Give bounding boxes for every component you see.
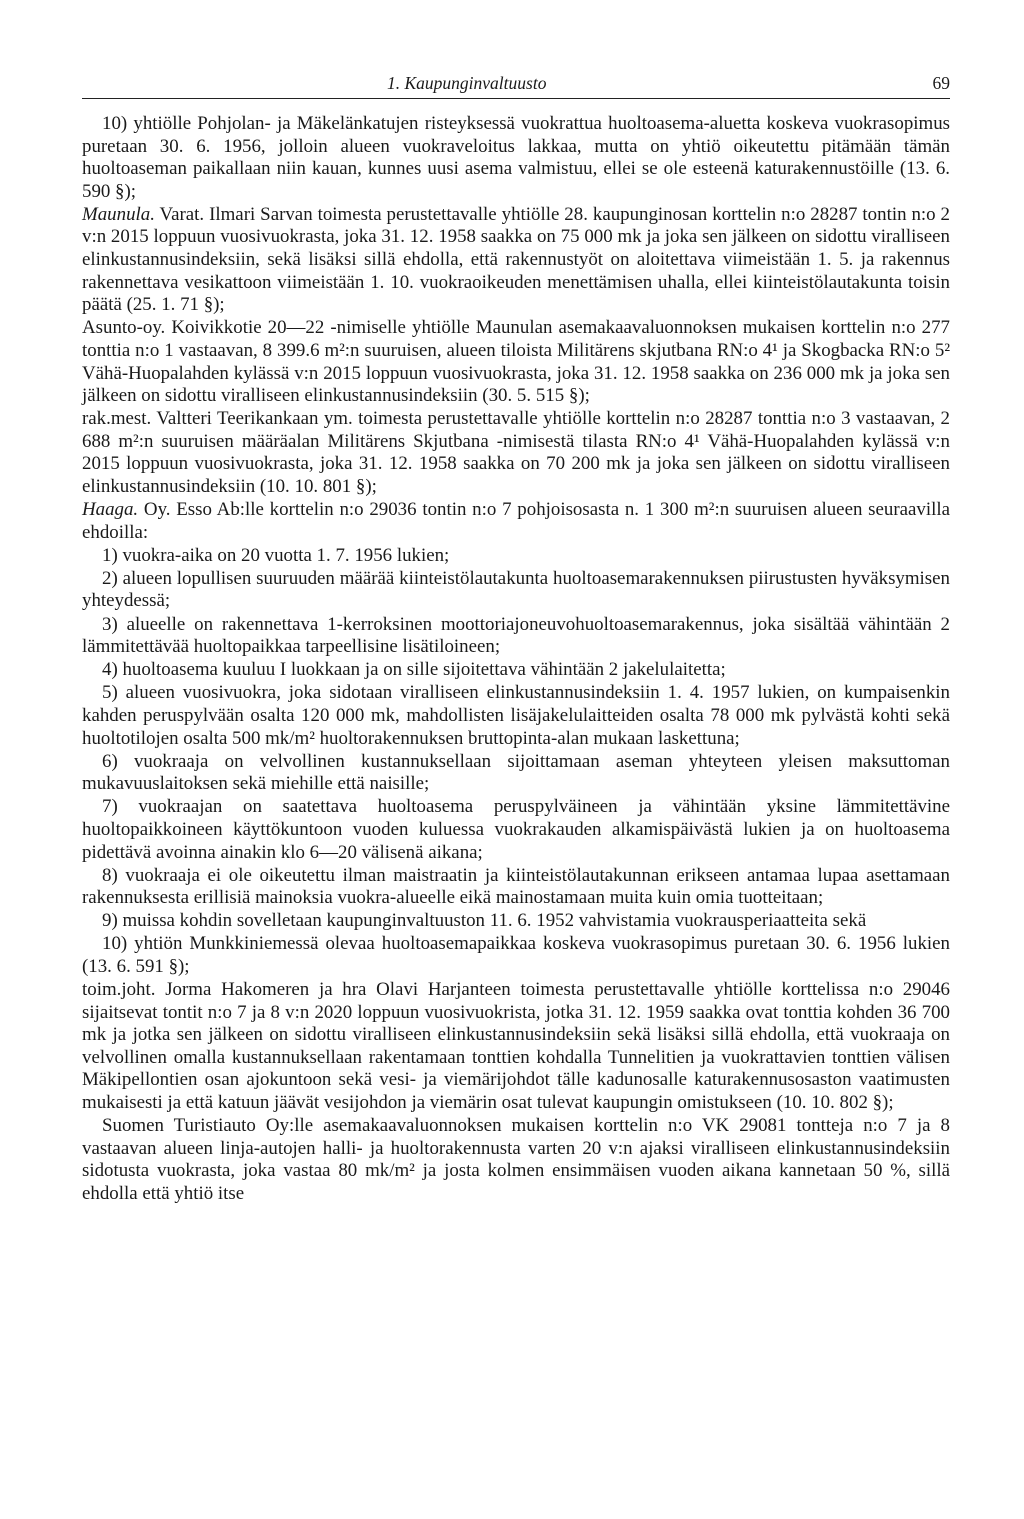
list-item: 7) vuokraajan on saatettava huoltoasema peruspylväineen ja vähintään yksine lämmitettävine huoltopaikkoineen käyttökuntoon vuoden kuluessa vuokrakauden alkamispäivästä lukien ja on huoltoasema pidettävä avoinna ainakin klo 6—20 välisenä aikana; [82,796,950,863]
page-number: 69 [932,73,950,93]
paragraph: Asunto-oy. Koivikkotie 20—22 -nimiselle yhtiölle Maunulan asemakaavaluonnoksen mukaisen korttelin n:o 277 tonttia n:o 1 vastaavan, 8 399.6 m²:n suuruisen, alueen tiloista Militärens skjutbana RN:o 4¹ ja Skogbacka RN:o 5² Vähä-Huopalahden kylässä v:n 2015 loppuun vuosivuokrasta, joka 31. 12. 1958 saakka on 236 000 mk ja joka sen jälkeen on sidottu viralliseen elinkustannusindeksiin (30. 5. 515 §); [82,317,950,407]
list-item: 10) yhtiön Munkkiniemessä olevaa huoltoasemapaikkaa koskeva vuokrasopimus puretaan 30. 6. 1956 lukien (13. 6. 591 §); [82,933,950,977]
paragraph: Maunula. Varat. Ilmari Sarvan toimesta perustettavalle yhtiölle 28. kaupunginosan korttelin n:o 28287 tontin n:o 2 v:n 2015 loppuun vuosivuokrasta, joka 31. 12. 1958 saakka on 75 000 mk ja joka sen jälkeen on sidottu viralliseen elinkustannusindeksiin, sekä lisäksi sillä ehdolla, että rakennustyöt on aloitettava viimeistään 1. 5. ja rakennus rakennettava vesikattoon viimeistään 1. 10. vuokraoikeuden menettämisen uhalla, ellei kiinteistölautakunta toisin päätä (25. 1. 71 §); [82,203,950,316]
page-header [82,62,950,99]
document-page [82,62,950,1206]
running-title: 1. Kaupunginvaltuusto [387,73,547,93]
paragraph: Suomen Turistiauto Oy:lle asemakaavaluonnoksen mukaisen korttelin n:o VK 29081 tontteja n:o 7 ja 8 vastaavan alueen linja-autojen halli- ja huoltorakennusta varten 20 v:n ajaksi viralliseen elinkustannusindeksiin sidotusta vuokrasta, joka vastaa 80 mk/m² ja josta kolmen ensimmäisen vuoden aikana kannetaan 50 %, sillä ehdolla että yhtiö itse [82,1115,950,1204]
paragraph: 10) yhtiölle Pohjolan- ja Mäkelänkatujen risteyksessä vuokrattua huoltoasema-aluetta koskeva vuokrasopimus puretaan 30. 6. 1956, jolloin alueen vuokraveloitus lakkaa, mutta on yhtiö oikeutettu pitämään tämän huoltoaseman paikallaan niin kauan, kunnes uusi asema valmistuu, ellei se ole esteenä katurakennustöille (13. 6. 590 §); [82,113,950,202]
list-item: 4) huoltoasema kuuluu I luokkaan ja on sille sijoitettava vähintään 2 jakelulaitetta; [102,659,726,681]
list-item: 6) vuokraaja on velvollinen kustannuksellaan sijoittamaan aseman yhteyteen yleisen maksuttoman mukavuuslaitoksen sekä miehille että naisille; [82,750,950,795]
list-item: 3) alueelle on rakennettava 1-kerroksinen moottoriajoneuvohuoltoasemarakennus, joka sisältää vähintään 2 lämmitettävää huoltopaikkaa tarpeellisine lisätiloineen; [82,613,950,658]
list-item: 9) muissa kohdin sovelletaan kaupunginvaltuuston 11. 6. 1952 vahvistamia vuokrausperiaatteita sekä [102,910,867,932]
list-item: 2) alueen lopullisen suuruuden määrää kiinteistölautakunta huoltoasemarakennuksen piirustusten hyväksymisen yhteydessä; [82,567,950,612]
paragraph: toim.joht. Jorma Hakomeren ja hra Olavi Harjanteen toimesta perustettavalle yhtiölle korttelissa n:o 29046 sijaitsevat tontit n:o 7 ja 8 v:n 2020 loppuun vuosivuokrista, jotka 31. 12. 1959 saakka ovat tonttia kohden 36 700 mk ja jotka sen jälkeen on sidottu viralliseen elinkustannusindeksiin sekä lisäksi sillä ehdolla, että vuokraaja on velvollinen omalla kustannuksellaan rakentamaan tonttien kohdalla Tunnelitien ja vuokrattavien tonttien välisen Mäkipellontien osan ajokuntoon sekä vesi- ja viemärijohdot tälle kadunosalle katurakennusosaston vaatimusten mukaisesti ja että katuun jäävät vesijohdon ja viemärin osat tulevat kaupungin omistukseen (10. 10. 802 §); [82,979,950,1114]
paragraph: rak.mest. Valtteri Teerikankaan ym. toimesta perustettavalle yhtiölle korttelin n:o 28287 tonttia n:o 3 vastaavan, 2 688 m²:n suuruisen määräalan Militärens Skjutbana -nimisestä tilasta RN:o 4¹ Vähä-Huopalahden kylässä v:n 2015 loppuun vuosivuokrasta, joka 31. 12. 1958 saakka on 70 200 mk ja joka sen jälkeen on sidottu viralliseen elinkustannusindeksiin (10. 10. 801 §); [82,408,950,497]
paragraph: Haaga. Oy. Esso Ab:lle korttelin n:o 29036 tontin n:o 7 pohjoisosasta n. 1 300 m²:n suuruisen alueen seuraavilla ehdoilla: [82,499,950,543]
list-item: 1) vuokra-aika on 20 vuotta 1. 7. 1956 lukien; [102,544,450,566]
list-item: 8) vuokraaja ei ole oikeutettu ilman maistraatin ja kiinteistölautakunnan erikseen antamaa lupaa asettamaan rakennuksesta erillisiä mainoksia vuokra-alueelle eikä mainostamaan muita kuin omia tuotteitaan; [82,864,950,909]
body-text [82,113,950,1206]
list-item: 5) alueen vuosivuokra, joka sidotaan viralliseen elinkustannusindeksiin 1. 4. 1957 lukien, on kumpaisenkin kahden peruspylvään osalta 120 000 mk, mahdollisten lisäjakelulaitteiden osalta 78 000 mk pylvästä kohti sekä huoltotilojen osalta 500 mk/m² huoltorakennuksen bruttopinta-alan mukaan laskettuna; [82,682,950,749]
